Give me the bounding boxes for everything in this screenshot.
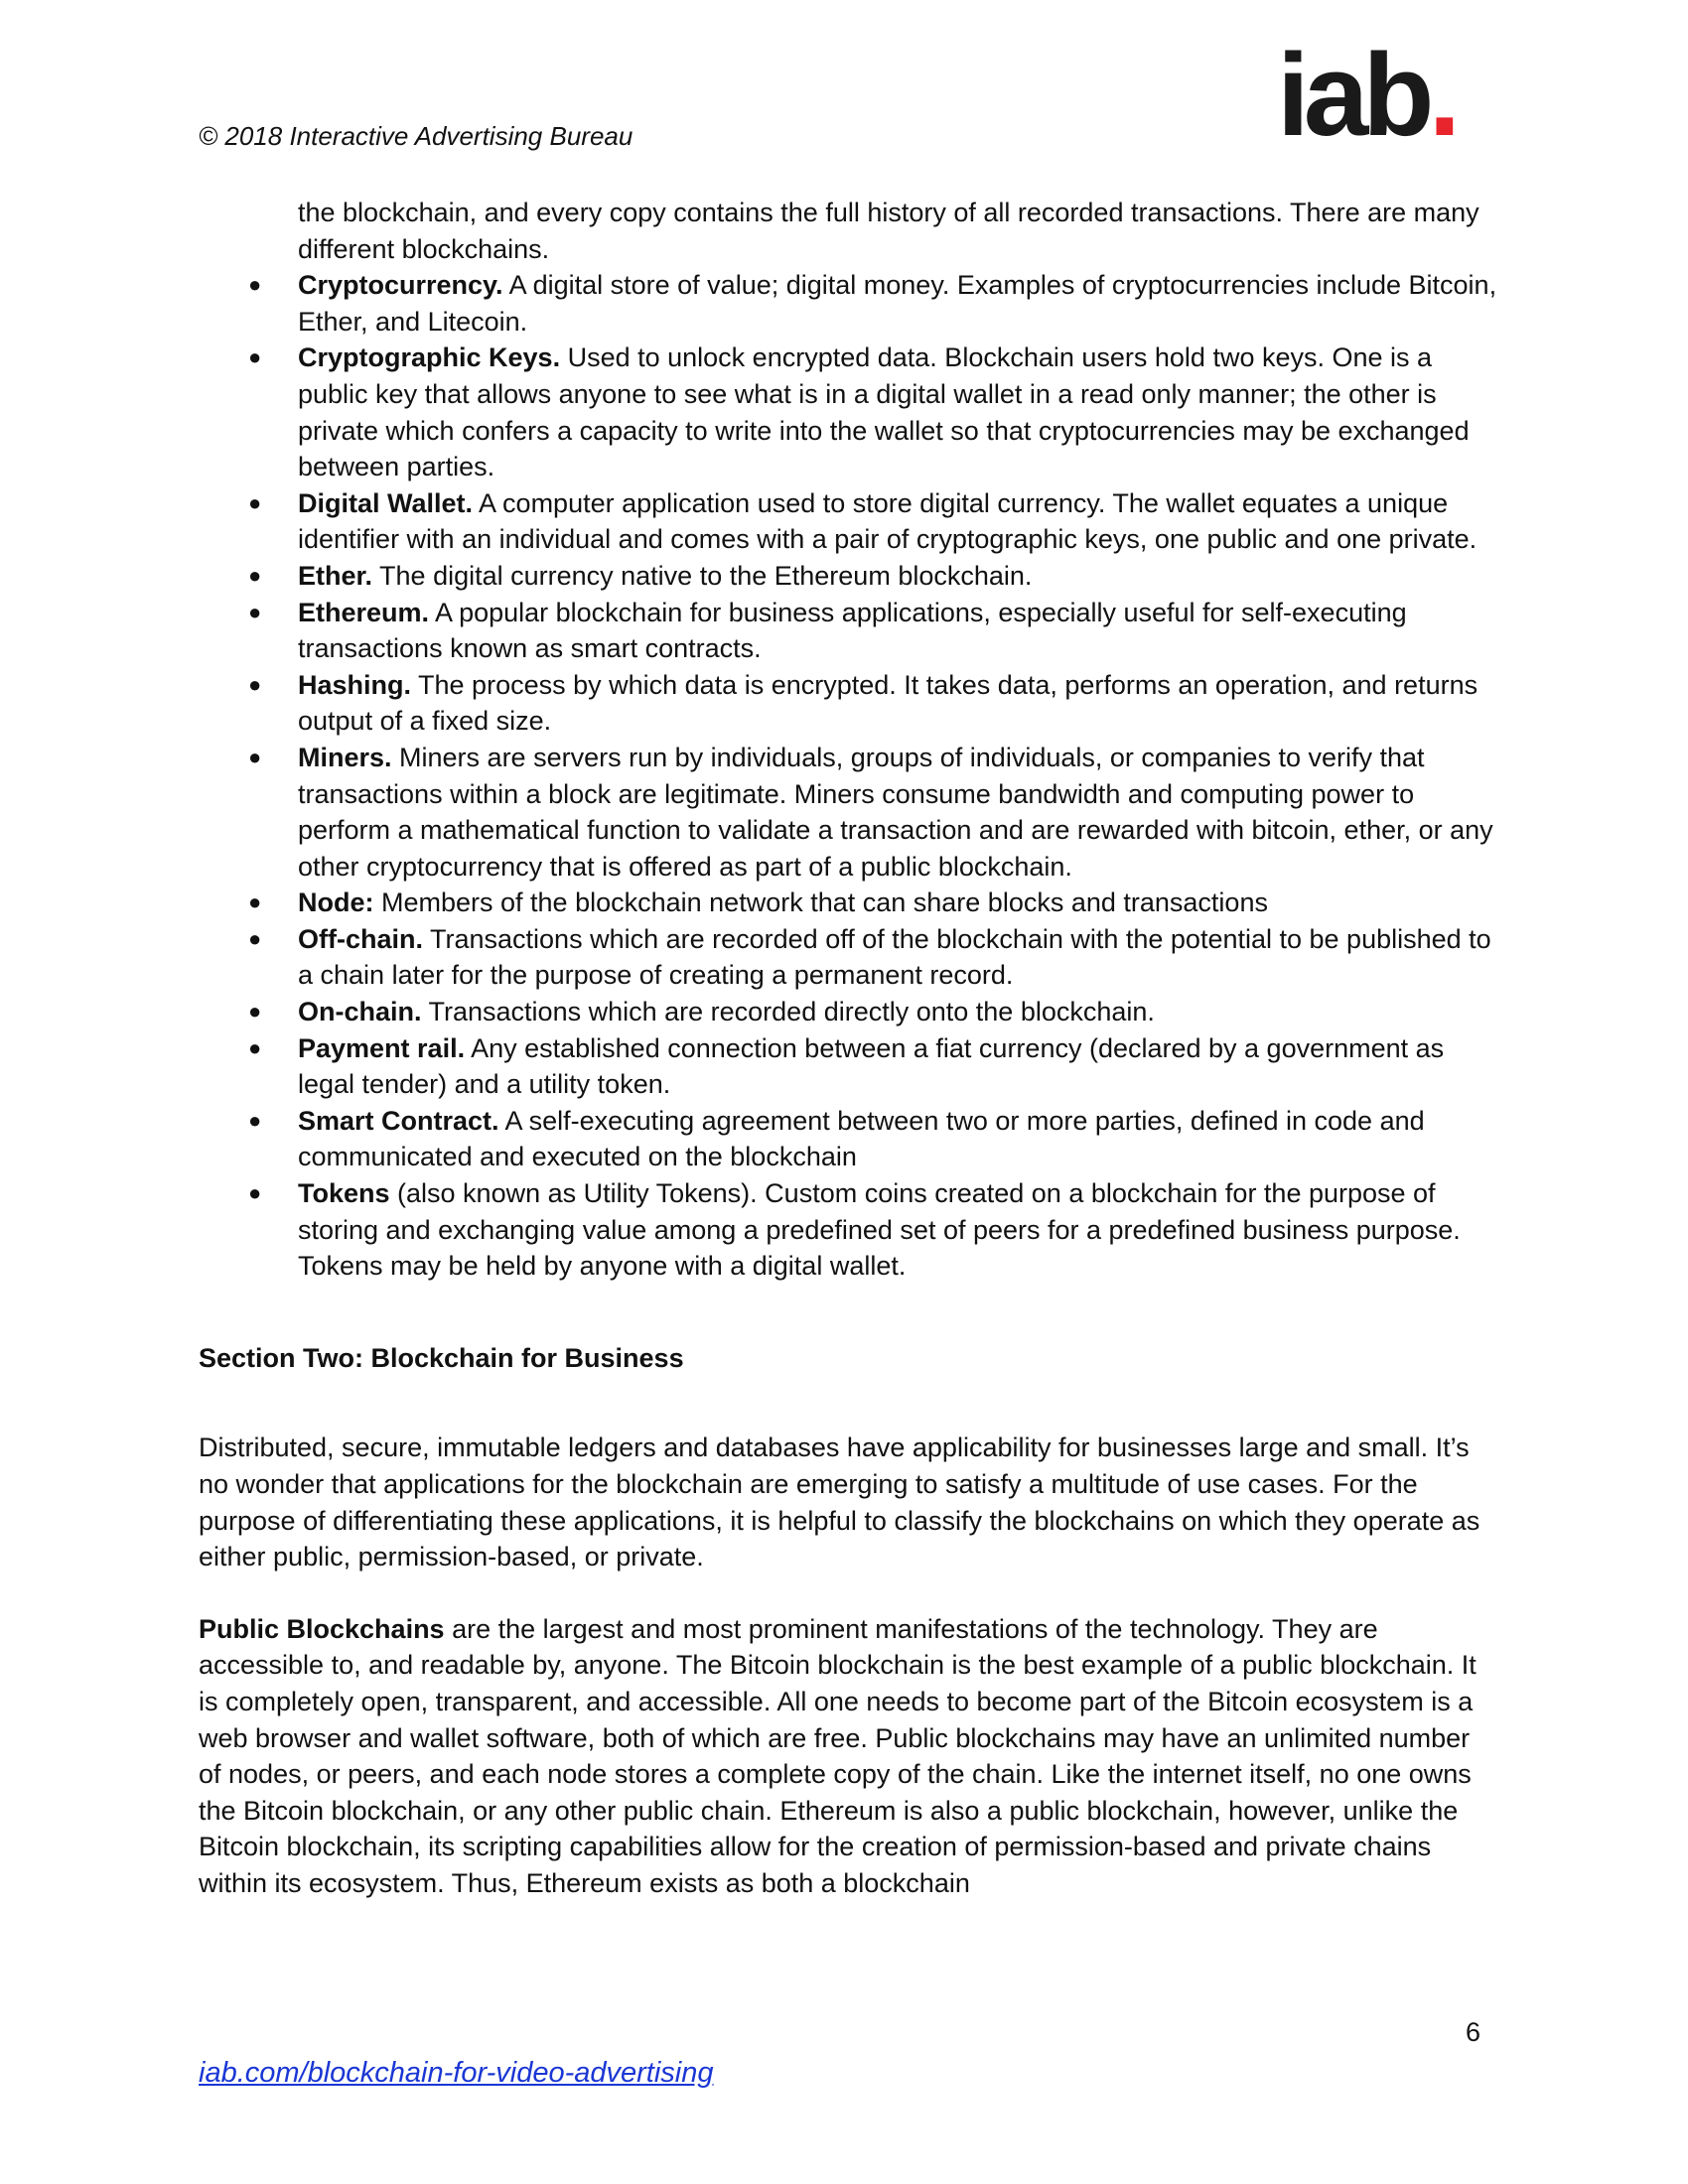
bullet-icon: ● bbox=[248, 599, 262, 624]
glossary-definition: Used to unlock encrypted data. Blockchain users hold two keys. One is a public key that allows anyone to see what is in a digital wallet in a read only manner; the other is private which confers a capacity to write into the wallet so that cryptocurrencies may be exchanged between parties. bbox=[298, 342, 1470, 482]
bullet-icon: ● bbox=[248, 925, 262, 951]
list-item bbox=[199, 1030, 1499, 1103]
intro-continuation: the blockchain, and every copy contains the full history of all recorded transactions. There are many different blockchains. bbox=[298, 198, 1479, 264]
glossary-term: Ethereum. bbox=[298, 597, 430, 627]
glossary-term: Cryptocurrency. bbox=[298, 270, 503, 301]
glossary-definition: The digital currency native to the Ethereum blockchain. bbox=[372, 560, 1033, 591]
glossary-definition: (also known as Utility Tokens). Custom coins created on a blockchain for the purpose of storing and exchanging value among a predefined set of peers for a predefined business purpose. Tokens may be held by anyone with a digital wallet. bbox=[298, 1178, 1461, 1282]
glossary-list bbox=[199, 267, 1499, 1285]
bullet-icon: ● bbox=[248, 671, 262, 697]
bullet-icon: ● bbox=[248, 999, 262, 1024]
glossary-definition: A digital store of value; digital money. Examples of cryptocurrencies include Bitcoin, Ether, and Litecoin. bbox=[298, 270, 1497, 337]
glossary-definition: A computer application used to store digital currency. The wallet equates a unique identifier with an individual and comes with a pair of cryptographic keys, one public and one private. bbox=[298, 487, 1477, 555]
bullet-icon: ● bbox=[248, 1180, 262, 1206]
list-item bbox=[199, 485, 1499, 558]
section-paragraph bbox=[199, 1611, 1499, 1902]
glossary-term: Tokens bbox=[298, 1178, 390, 1209]
glossary-definition: A popular blockchain for business applications, especially useful for self-executing transactions known as smart contracts. bbox=[298, 597, 1407, 664]
list-item bbox=[199, 667, 1499, 740]
iab-logo bbox=[1277, 38, 1489, 141]
list-item bbox=[199, 740, 1499, 885]
section-heading: Section Two: Blockchain for Business bbox=[199, 1342, 684, 1373]
list-item bbox=[199, 1103, 1499, 1175]
glossary-term: Hashing. bbox=[298, 669, 412, 700]
bullet-icon: ● bbox=[248, 1034, 262, 1060]
glossary-definition: A self-executing agreement between two or more parties, defined in code and communicated and executed on the blockchain bbox=[298, 1105, 1425, 1172]
bullet-icon: ● bbox=[248, 1107, 262, 1133]
glossary-term: Node: bbox=[298, 887, 374, 918]
list-item bbox=[199, 595, 1499, 667]
bullet-icon: ● bbox=[248, 272, 262, 298]
list-item bbox=[199, 267, 1499, 340]
bullet-icon: ● bbox=[248, 489, 262, 515]
glossary-term: Ether. bbox=[298, 560, 373, 591]
glossary-definition: The process by which data is encrypted. It takes data, performs an operation, and returns output of a fixed size. bbox=[298, 669, 1478, 737]
footer-link[interactable]: iab.com/blockchain-for-video-advertising bbox=[199, 2057, 714, 2089]
glossary-term: On-chain. bbox=[298, 997, 422, 1027]
list-item bbox=[199, 921, 1499, 994]
glossary-term: Smart Contract. bbox=[298, 1105, 499, 1136]
glossary-definition: Members of the blockchain network that can share blocks and transactions bbox=[373, 887, 1268, 918]
list-item bbox=[199, 340, 1499, 484]
glossary-definition: Transactions which are recorded directly onto the blockchain. bbox=[421, 997, 1155, 1027]
list-item bbox=[199, 1175, 1499, 1285]
bullet-icon: ● bbox=[248, 344, 262, 370]
paragraph-lead: Public Blockchains bbox=[199, 1613, 445, 1644]
bullet-icon: ● bbox=[248, 744, 262, 769]
glossary-definition: Any established connection between a fiat currency (declared by a government as legal tender) and a utility token. bbox=[298, 1032, 1445, 1100]
glossary-term: Digital Wallet. bbox=[298, 487, 474, 518]
iab-logo-text: iab. bbox=[1277, 38, 1456, 141]
list-item bbox=[199, 558, 1499, 595]
page-number: 6 bbox=[1466, 2017, 1481, 2047]
glossary-definition: Miners are servers run by individuals, groups of individuals, or companies to verify that transactions within a block are legitimate. Miners consume bandwidth and computing power to perform a mathematical function to validate a transaction and are rewarded with bitcoin, ether, or any other cryptocurrency that is offered as part of a public blockchain. bbox=[298, 742, 1493, 882]
bullet-icon: ● bbox=[248, 562, 262, 588]
glossary-definition: Transactions which are recorded off of the blockchain with the potential to be published to a chain later for the purpose of creating a permanent record. bbox=[298, 923, 1491, 991]
glossary-term: Off-chain. bbox=[298, 923, 423, 954]
paragraph-body: are the largest and most prominent manifestations of the technology. They are accessible to, and readable by, anyone. The Bitcoin blockchain is the best example of a public blockchain. It is completely open, transparent, and accessible. All one needs to become part of the Bitcoin ecosystem is a web browser and wallet software, both of which are free. Public blockchains may have an unlimited number of nodes, or peers, and each node stores a complete copy of the chain. Like the internet itself, no one owns the Bitcoin blockchain, or any other public chain. Ethereum is also a public blockchain, however, unlike the Bitcoin blockchain, its scripting capabilities allow for the creation of permission-based and private chains within its ecosystem. Thus, Ethereum exists as both a blockchain bbox=[199, 1613, 1477, 1898]
bullet-icon: ● bbox=[248, 889, 262, 915]
glossary-term: Miners. bbox=[298, 742, 392, 772]
page-content bbox=[199, 195, 1499, 1902]
glossary-term: Cryptographic Keys. bbox=[298, 342, 561, 373]
header-copyright: © 2018 Interactive Advertising Bureau bbox=[199, 121, 633, 151]
glossary-term: Payment rail. bbox=[298, 1032, 466, 1063]
section-paragraph: Distributed, secure, immutable ledgers and databases have applicability for businesses large and small. It’s no wonder that applications for the blockchain are emerging to satisfy a multitude of use cases. For the purpose of differentiating these applications, it is helpful to classify the blockchains on which they operate as either public, permission-based, or private. bbox=[199, 1433, 1480, 1572]
list-item bbox=[199, 885, 1499, 921]
list-item bbox=[199, 994, 1499, 1030]
